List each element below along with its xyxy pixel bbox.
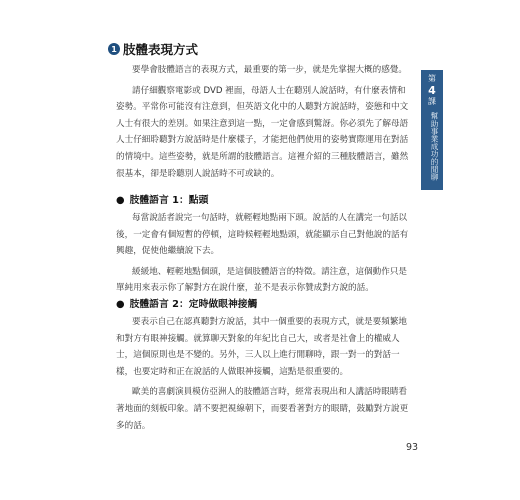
section-heading [108,40,198,58]
nodding-body [116,210,412,301]
section-title: 肢體表現方式 [123,42,199,57]
bullet-icon: ● [116,195,125,206]
paragraph-1: 要學會肢體語言的表現方式，最重要的第一步，就是先掌握大概的感覺。 [132,65,408,75]
paragraph-5: 要表示自己在認真聽對方說話，其中一個重要的表現方式，就是要頻繁地和對方有眼神接觸。就算聊天對象的年紀比自己大，或者是社會上的權威人士，這個原則也是不變的。另外，三人以上進行閒聊時，跟一對一的對話一樣，也要定時和正在說話的人做眼神接觸，這點是很重要的。 [116,317,408,377]
subheading-eye-contact-text: 肢體語言 2：定時做眼神接觸 [129,299,258,310]
page-body [116,62,412,186]
subheading-nodding-text: 肢體語言 1：點頭 [129,195,209,206]
bullet-icon: ● [116,299,125,310]
paragraph-2: 請仔細觀察電影或 DVD 裡面，母語人士在聽別人說話時，有什麼表情和姿勢。平常你可能沒有注意到，但英語文化中的人聽對方說話時，姿態和中文人士有很大的差別。如果注意到這一點，一定會感到驚訝。你必須先了解母語人士仔細聆聽對方說話時是什麼樣子，才能把他們使用的姿勢實際運用在對話的情境中。這些姿勢，就是所謂的肢體語言。這裡介紹的三種肢體語言，雖然很基本，卻是聆聽別人說話時不可或缺的。 [116,85,409,179]
paragraph-3: 每當說話者說完一句話時，就輕輕地點兩下頭。說話的人在講完一句話以後，一定會有個短暫的停頓，這時候輕輕地點頭，就能顯示自己對他說的話有興趣，促使他繼續說下去。 [116,213,409,257]
paragraph-6: 歐美的喜劇演員模仿亞洲人的肢體語言時，經常表現出和人講話時眼睛看著地面的刻板印象。請不要把視線朝下，而要看著對方的眼睛，鼓勵對方說更多的話。 [116,387,409,431]
chapter-label: 第 [428,74,436,83]
section-number-badge: 1 [108,43,120,55]
subheading-eye-contact [116,296,257,310]
chapter-title: 幫助事業成功的閒聊 [430,112,439,181]
subheading-nodding [116,192,208,206]
eye-contact-body [116,314,412,438]
page-number: 93 [406,442,419,453]
chapter-number: 4 [428,84,436,97]
chapter-suffix: 課 [428,97,436,106]
paragraph-4: 緩緩地、輕輕地點個頭，是這個肢體語言的特徵。請注意，這個動作只是單純用來表示你了解對方在說什麼，並不是表示你贊成對方說的話。 [116,266,408,294]
